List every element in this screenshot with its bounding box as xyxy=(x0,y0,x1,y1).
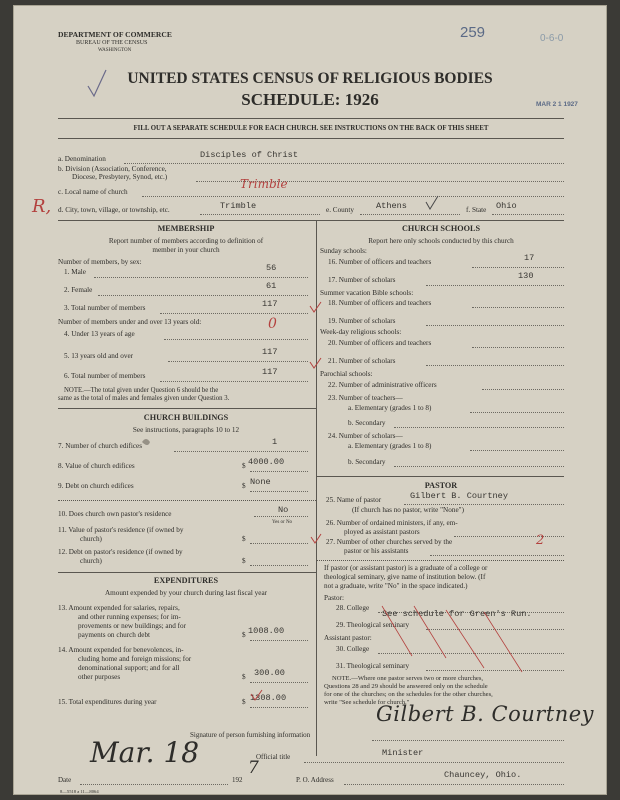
year-suffix: 7 xyxy=(248,758,259,778)
edifices-value-value: 4000.00 xyxy=(248,457,285,467)
ordained-ministers-label: 26. Number of ordained ministers, if any, em- xyxy=(326,519,458,527)
pastor-note-4: write "See schedule for church." xyxy=(324,699,410,706)
annotation-marks xyxy=(14,6,606,794)
checkmark-icon xyxy=(310,302,321,312)
checkmark-icon xyxy=(251,690,262,700)
dollar-sign: $ xyxy=(242,557,246,565)
membership-intro: Report number of members according to definition of xyxy=(108,237,264,245)
under-13-value: 0 xyxy=(268,316,277,332)
church-schools-heading: CHURCH SCHOOLS xyxy=(401,224,481,233)
expenditures-heading: EXPENDITURES xyxy=(153,576,219,585)
assistant-pastor-label: Assistant pastor: xyxy=(324,634,372,642)
total-age-members-label: 6. Total number of members xyxy=(64,372,146,380)
pastor-none-hint: (If church has no pastor, write "None") xyxy=(352,506,464,514)
other-churches-label-2: pastor or his assistants xyxy=(344,547,409,555)
pastor-subsection-label: Pastor: xyxy=(324,594,344,602)
over-13-value: 117 xyxy=(262,347,278,357)
other-churches-label: 27. Number of other churches served by the xyxy=(326,538,453,546)
male-label: 1. Male xyxy=(64,268,86,276)
bureau-name: BUREAU OF THE CENSUS xyxy=(76,40,148,46)
local-name-label: c. Local name of church xyxy=(58,188,128,196)
dollar-sign: $ xyxy=(242,535,246,543)
expenditures-intro: Amount expended by your church during last fiscal year xyxy=(104,589,268,597)
form-subtitle: SCHEDULE: 1926 xyxy=(241,90,379,109)
city-label: d. City, town, village, or township, etc. xyxy=(58,206,170,214)
dollar-sign: $ xyxy=(242,673,246,681)
form-title: UNITED STATES CENSUS OF RELIGIOUS BODIES xyxy=(127,70,493,87)
membership-note: NOTE.—The total given under Question 6 should be the xyxy=(64,387,219,394)
sunday-officers-label: 16. Number of officers and teachers xyxy=(328,258,432,266)
summer-schools-label: Summer vacation Bible schools: xyxy=(320,289,414,297)
dollar-sign: $ xyxy=(242,698,246,706)
weekday-officers-label: 20. Number of officers and teachers xyxy=(328,339,432,347)
signature-label: Signature of person furnishing information xyxy=(190,731,311,739)
assistant-college-label: 30. College xyxy=(336,645,370,653)
scholars-elementary-label: a. Elementary (grades 1 to 8) xyxy=(348,442,432,450)
division-label-2: Diocese, Presbytery, Synod, etc.) xyxy=(72,173,168,181)
strike-line xyxy=(414,606,446,658)
official-title-value: Minister xyxy=(382,748,424,758)
state-label: f. State xyxy=(466,206,487,214)
county-value: Athens xyxy=(376,201,407,211)
membership-heading: MEMBERSHIP xyxy=(157,224,215,233)
sunday-scholars-label: 17. Number of scholars xyxy=(328,276,396,284)
strike-line xyxy=(446,610,484,668)
owns-residence-label: 10. Does church own pastor's residence xyxy=(58,510,172,518)
pastor-seminary-label: 29. Theological seminary xyxy=(336,621,410,629)
teachers-elementary-label: a. Elementary (grades 1 to 8) xyxy=(348,404,432,412)
date-label: Date xyxy=(58,776,72,784)
edifices-count-value: 1 xyxy=(272,437,278,447)
pastor-note-2: Questions 28 and 29 should be answered only on the schedule xyxy=(324,683,488,690)
graduate-instruction-3: not a graduate, write "No" in the space indicated.) xyxy=(324,582,468,590)
pastor-heading: PASTOR xyxy=(424,481,458,490)
benevolences-label-2: cluding home and foreign missions; for xyxy=(78,655,192,663)
date-value: Mar. 18 xyxy=(90,736,200,769)
members-by-sex-label: Number of members, by sex: xyxy=(58,258,142,266)
total-members-label: 3. Total number of members xyxy=(64,304,146,312)
bureau-city: WASHINGTON xyxy=(98,48,132,53)
dollar-sign: $ xyxy=(242,482,246,490)
checkmark-icon xyxy=(426,196,438,209)
graduate-instruction: If pastor (or assistant pastor) is a graduate of a college or xyxy=(324,564,488,572)
edifices-count-label: 7. Number of church edifices xyxy=(58,442,143,450)
separate-schedule-instruction: FILL OUT A SEPARATE SCHEDULE FOR EACH CHURCH. SEE INSTRUCTIONS ON THE BACK OF THIS SHEET xyxy=(133,125,489,132)
under-13-label: 4. Under 13 years of age xyxy=(64,330,135,338)
file-code: 0-6-0 xyxy=(540,33,564,44)
strike-line xyxy=(484,612,522,672)
residence-value-label-2: church) xyxy=(80,535,102,543)
running-expenses-value: 1008.00 xyxy=(248,626,285,636)
scholars-label: 24. Number of scholars— xyxy=(328,432,403,440)
weekday-schools-label: Week-day religious schools: xyxy=(320,328,402,336)
dept-name: DEPARTMENT OF COMMERCE xyxy=(58,30,172,39)
other-churches-value: 2 xyxy=(536,533,545,548)
checkmark-icon xyxy=(310,358,321,368)
church-buildings-heading: CHURCH BUILDINGS xyxy=(143,413,229,422)
census-schedule-sheet xyxy=(14,6,606,794)
total-age-members-value: 117 xyxy=(262,367,278,377)
signature-value: Gilbert B. Courtney xyxy=(376,702,595,726)
total-expenditures-value: 1308.00 xyxy=(250,693,287,703)
male-value: 56 xyxy=(266,263,277,273)
scholars-secondary-label: b. Secondary xyxy=(348,458,386,466)
age-intro-label: Number of members under and over 13 years old: xyxy=(58,318,202,326)
female-label: 2. Female xyxy=(64,286,93,294)
ordained-ministers-label-2: ployed as assistant pastors xyxy=(344,528,420,536)
edifices-value-label: 8. Value of church edifices xyxy=(58,462,135,470)
yes-or-no-hint: Yes or No xyxy=(272,520,293,525)
reviewer-margin-mark: R, xyxy=(32,196,52,217)
running-expenses-label-2: and other running expenses; for im- xyxy=(78,613,181,621)
summer-scholars-label: 19. Number of scholars xyxy=(328,317,396,325)
parochial-schools-label: Parochial schools: xyxy=(320,370,373,378)
pastor-name-label: 25. Name of pastor xyxy=(326,496,382,504)
pencil-smudge xyxy=(142,439,150,445)
running-expenses-label-4: payments on church debt xyxy=(78,631,151,639)
checkmark-icon xyxy=(311,534,321,543)
benevolences-label-3: denominational support; and for all xyxy=(78,664,180,672)
sunday-schools-label: Sunday schools: xyxy=(320,247,367,255)
sunday-officers-value: 17 xyxy=(524,253,535,263)
residence-debt-label-2: church) xyxy=(80,557,102,565)
graduate-instruction-2: theological seminary, give name of institution below. (If xyxy=(324,573,486,581)
sunday-scholars-value: 130 xyxy=(518,271,534,281)
year-prefix: 192 xyxy=(232,776,243,784)
denomination-value: Disciples of Christ xyxy=(200,150,298,160)
benevolences-label: 14. Amount expended for benevolences, in- xyxy=(58,646,184,654)
residence-value-label: 11. Value of pastor's residence (if owned by xyxy=(58,526,184,534)
form-number: 8—5518 a 11—8064 xyxy=(60,789,99,794)
membership-note-2: same as the total of males and females given under Question 3. xyxy=(58,395,230,402)
pastor-college-value: See schedule for Green's Run. xyxy=(382,609,532,619)
edifices-debt-label: 9. Debt on church edifices xyxy=(58,482,134,490)
benevolences-value: 300.00 xyxy=(254,668,285,678)
dollar-sign: $ xyxy=(242,631,246,639)
pastor-note: NOTE.—Where one pastor serves two or more churches, xyxy=(332,675,484,682)
schedule-number: 259 xyxy=(460,24,486,41)
residence-debt-label: 12. Debt on pastor's residence (if owned by xyxy=(58,548,183,556)
female-value: 61 xyxy=(266,281,277,291)
benevolences-label-4: other purposes xyxy=(78,673,121,681)
church-buildings-subtitle: See instructions, paragraphs 10 to 12 xyxy=(132,426,240,434)
pastor-college-label: 28. College xyxy=(336,604,370,612)
dollar-sign: $ xyxy=(242,462,246,470)
edifices-debt-value: None xyxy=(250,477,271,487)
total-expenditures-label: 15. Total expenditures during year xyxy=(58,698,157,706)
division-label: b. Division (Association, Conference, xyxy=(58,165,167,173)
city-value: Trimble xyxy=(220,201,257,211)
received-date-stamp: MAR 2 1 1927 xyxy=(536,101,578,108)
teachers-secondary-label: b. Secondary xyxy=(348,419,386,427)
summer-officers-label: 18. Number of officers and teachers xyxy=(328,299,432,307)
over-13-label: 5. 13 years old and over xyxy=(64,352,134,360)
denomination-label: a. Denomination xyxy=(58,155,106,163)
weekday-scholars-label: 21. Number of scholars xyxy=(328,357,396,365)
county-label: e. County xyxy=(326,206,354,214)
po-address-label: P. O. Address xyxy=(296,776,334,784)
running-expenses-label: 13. Amount expended for salaries, repairs, xyxy=(58,604,180,612)
running-expenses-label-3: provements or new buildings; and for xyxy=(78,622,186,630)
strike-line xyxy=(382,606,412,656)
assistant-seminary-label: 31. Theological seminary xyxy=(336,662,410,670)
admin-officers-label: 22. Number of administrative officers xyxy=(328,381,437,389)
teachers-label: 23. Number of teachers— xyxy=(328,394,403,402)
church-schools-intro: Report here only schools conducted by this church xyxy=(368,237,514,245)
official-title-label: Official title xyxy=(256,753,291,761)
pastor-name-value: Gilbert B. Courtney xyxy=(410,491,508,501)
state-value: Ohio xyxy=(496,201,517,211)
membership-intro-2: member in your church xyxy=(152,246,220,254)
po-address-value: Chauncey, Ohio. xyxy=(444,770,522,780)
total-members-value: 117 xyxy=(262,299,278,309)
pastor-note-3: for one of the churches; on the schedules for the other churches, xyxy=(324,691,493,698)
owns-residence-value: No xyxy=(278,505,289,515)
checkmark-icon xyxy=(88,70,106,96)
local-name-value: Trimble xyxy=(240,177,288,191)
